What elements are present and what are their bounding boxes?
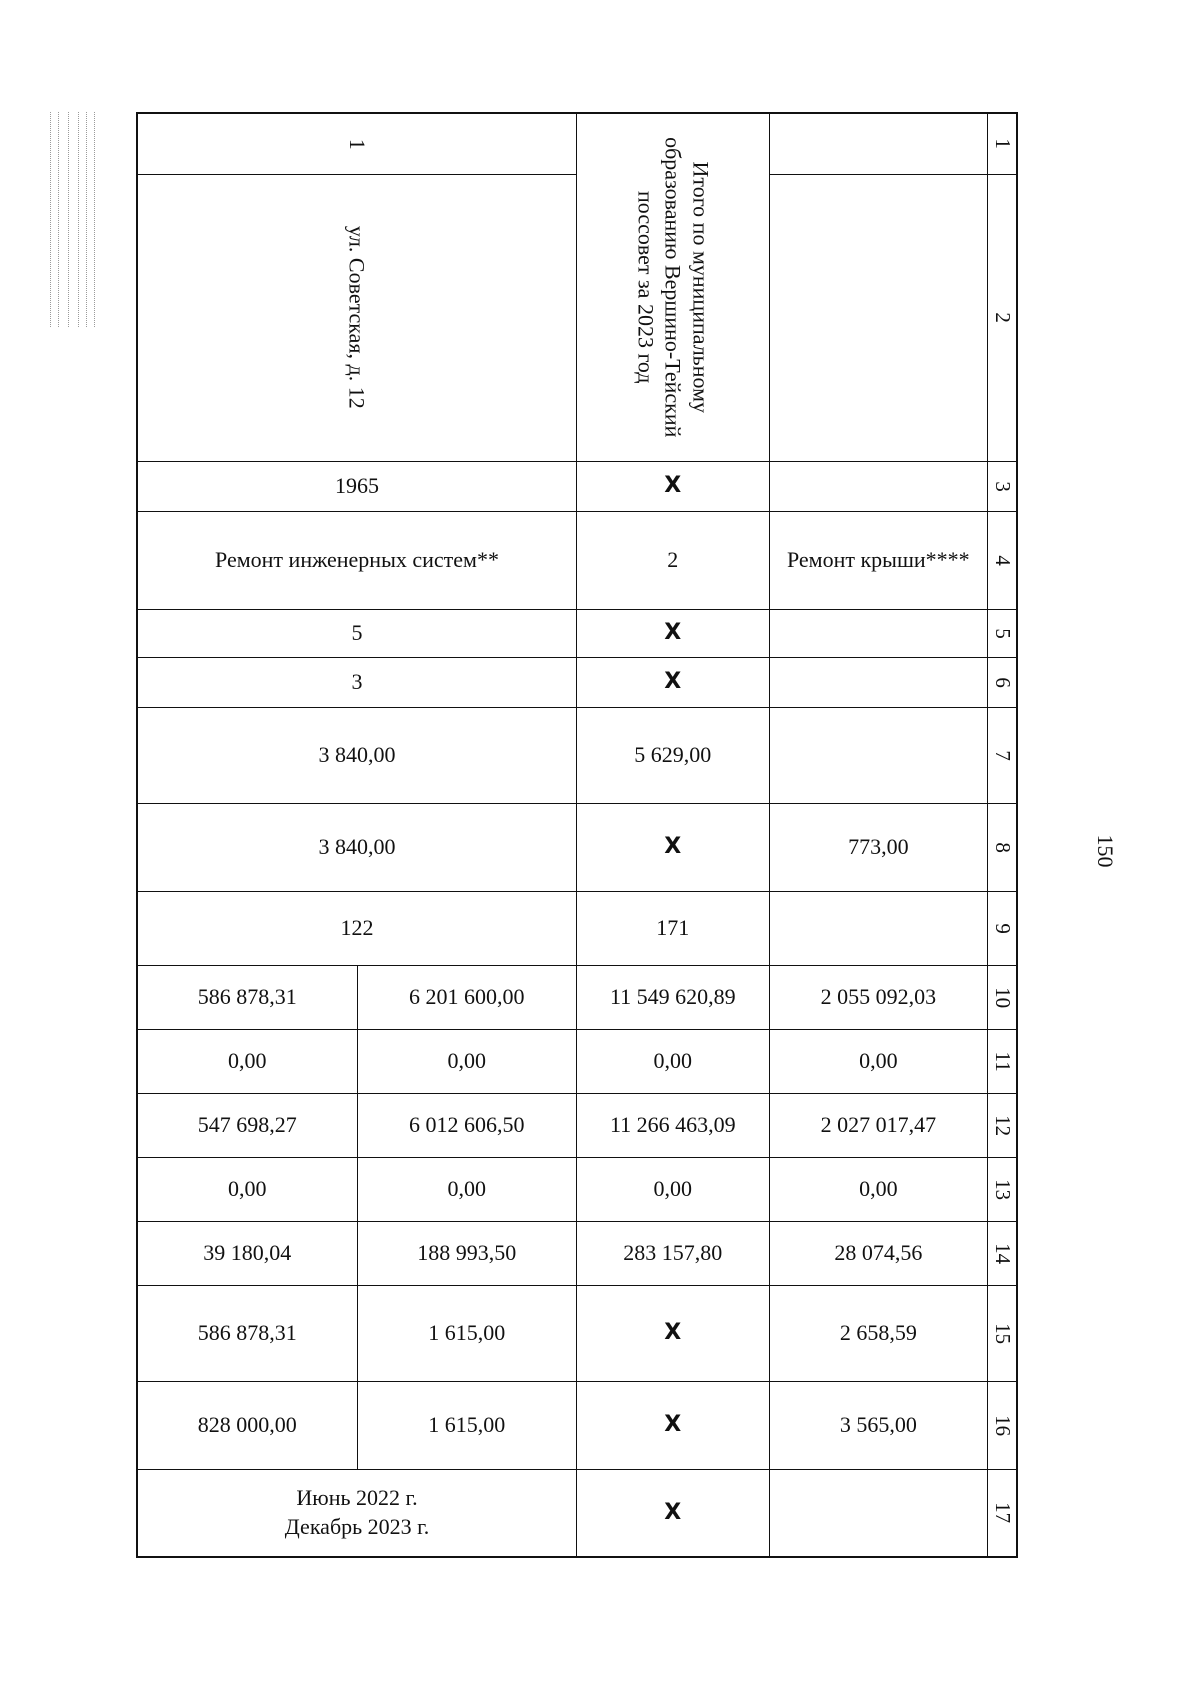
col-number: 2 [990,312,1015,323]
value-cell: 0,00 [138,1030,358,1093]
extra-cell: 0,00 [770,1030,989,1093]
extra-cell [770,892,989,965]
table-row [138,1094,1016,1158]
extra-cell [770,658,989,707]
extra-cell: 2 027 017,47 [770,1094,989,1157]
col-number: 11 [990,1051,1015,1072]
table-row [138,462,1016,512]
total-cell: X [577,1470,770,1556]
table-row [138,708,1016,804]
archive-stamp [48,112,98,327]
header-row [138,114,1016,462]
header-address: ул. Советская, д. 12 [345,226,371,409]
total-cell: 283 157,80 [577,1222,770,1285]
total-cell: 11 266 463,09 [577,1094,770,1157]
total-cell: 0,00 [577,1030,770,1093]
total-cell: X [577,1286,770,1381]
col-number: 14 [990,1242,1015,1264]
col-number: 4 [990,555,1015,566]
value-cell: 586 878,31 [138,1286,358,1381]
header-total-cell [577,114,770,461]
table-row [138,1382,1016,1470]
table-row [138,512,1016,610]
col-number: 3 [990,481,1015,492]
table-row [138,1470,1016,1556]
table-row [138,610,1016,658]
col-number: 1 [990,138,1015,150]
extra-cell: 2 658,59 [770,1286,989,1381]
extra-cell: 3 565,00 [770,1382,989,1469]
col-number: 8 [990,842,1015,853]
total-cell: X [577,1382,770,1469]
table-row [138,1286,1016,1382]
col-number: 10 [990,986,1015,1008]
value-cell: 0,00 [358,1158,578,1221]
value-cell: 1 615,00 [358,1286,578,1381]
value-cell: 188 993,50 [358,1222,578,1285]
value-cell: 3 [138,658,577,707]
value-cell: 6 201 600,00 [358,966,578,1029]
value-cell: 0,00 [138,1158,358,1221]
table-row [138,966,1016,1030]
value-cell: 586 878,31 [138,966,358,1029]
total-cell: 11 549 620,89 [577,966,770,1029]
header-address-cell [138,114,577,461]
value-cell: 828 000,00 [138,1382,358,1469]
data-table [136,112,1018,1558]
table-row [138,1158,1016,1222]
work-type-cell: Ремонт инженерных систем** [138,512,577,609]
period-cell: Июнь 2022 г. Декабрь 2023 г. [138,1470,577,1556]
total-cell: 0,00 [577,1158,770,1221]
table-row [138,1222,1016,1286]
value-cell: 5 [138,610,577,657]
extra-cell: 0,00 [770,1158,989,1221]
value-cell: 1 615,00 [358,1382,578,1469]
extra-cell [770,1470,989,1556]
total-cell: X [577,658,770,707]
header-num-cell [988,114,1016,461]
table-row [138,658,1016,708]
total-cell: X [577,610,770,657]
extra-cell [770,708,989,803]
extra-cell [770,462,989,511]
col-number: 15 [990,1322,1015,1344]
header-extra-cell [770,114,988,461]
total-cell: 2 [577,512,770,609]
col-number: 12 [990,1114,1015,1136]
col-number: 7 [990,750,1015,761]
col-number: 16 [990,1414,1015,1436]
col-number: 9 [990,923,1015,934]
value-cell: 6 012 606,50 [358,1094,578,1157]
extra-cell: 773,00 [770,804,989,891]
header-total-title: Итого по муниципальному образованию Вершино-Тейский поссовет за 2023 год [632,137,713,438]
value-cell: 3 840,00 [138,804,577,891]
value-cell: 547 698,27 [138,1094,358,1157]
extra-cell: 28 074,56 [770,1222,989,1285]
year-cell: 1965 [138,462,577,511]
total-cell: 5 629,00 [577,708,770,803]
col-number: 13 [990,1178,1015,1200]
value-cell: 0,00 [358,1030,578,1093]
header-col-num: 1 [345,138,371,150]
value-cell: 39 180,04 [138,1222,358,1285]
table-row [138,1030,1016,1094]
extra-cell [770,610,989,657]
total-cell: X [577,804,770,891]
extra-cell: 2 055 092,03 [770,966,989,1029]
page-number: 150 [1093,834,1118,868]
table-row [138,892,1016,966]
table-row [138,804,1016,892]
col-number: 17 [990,1502,1015,1524]
col-number: 6 [990,677,1015,688]
total-cell: 171 [577,892,770,965]
col-number: 5 [990,628,1015,639]
value-cell: 122 [138,892,577,965]
value-cell: 3 840,00 [138,708,577,803]
extra-cell: Ремонт крыши**** [770,512,989,609]
total-cell: X [577,462,770,511]
